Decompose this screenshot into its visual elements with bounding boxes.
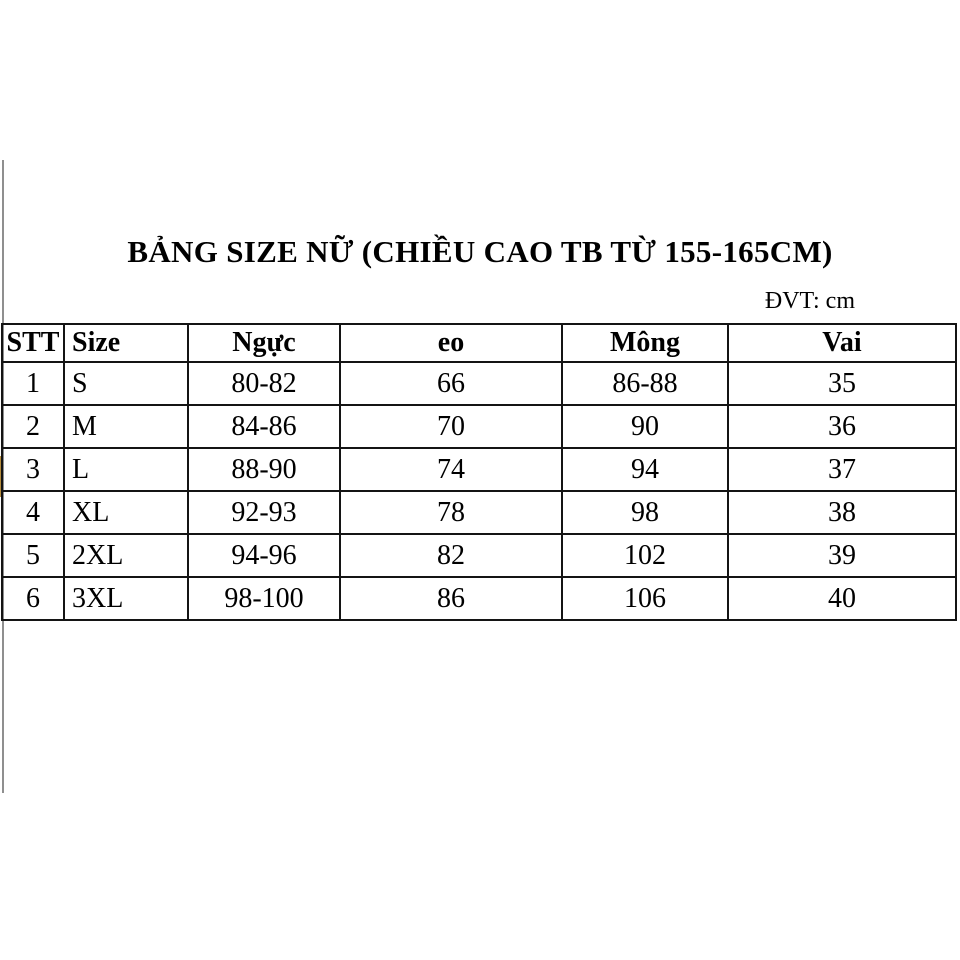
unit-label: ĐVT: cm xyxy=(764,288,855,314)
column-header-stt: STT xyxy=(2,324,64,362)
table-cell: 1 xyxy=(2,362,64,405)
table-cell: 3 xyxy=(2,448,64,491)
table-cell: 102 xyxy=(562,534,728,577)
table-cell: 35 xyxy=(728,362,956,405)
table-cell: 39 xyxy=(728,534,956,577)
table-row xyxy=(2,491,956,534)
column-header-vai: Vai xyxy=(728,324,956,362)
table-cell: 37 xyxy=(728,448,956,491)
table-cell: 2 xyxy=(2,405,64,448)
table-cell: 98-100 xyxy=(188,577,340,620)
table-cell: XL xyxy=(64,491,188,534)
page-title: BẢNG SIZE NỮ (CHIỀU CAO TB TỪ 155-165CM) xyxy=(127,234,833,269)
table-cell: 78 xyxy=(340,491,562,534)
table-header-row xyxy=(2,324,956,362)
table-cell: 74 xyxy=(340,448,562,491)
table-row xyxy=(2,362,956,405)
table-cell: 2XL xyxy=(64,534,188,577)
table-row xyxy=(2,534,956,577)
table-row xyxy=(2,577,956,620)
table-cell: 38 xyxy=(728,491,956,534)
table-cell: M xyxy=(64,405,188,448)
table-cell: 3XL xyxy=(64,577,188,620)
table-cell: 4 xyxy=(2,491,64,534)
table-cell: 66 xyxy=(340,362,562,405)
table-cell: 6 xyxy=(2,577,64,620)
table-cell: 106 xyxy=(562,577,728,620)
table-cell: 86 xyxy=(340,577,562,620)
table-row xyxy=(2,405,956,448)
table-cell: 98 xyxy=(562,491,728,534)
table-cell: L xyxy=(64,448,188,491)
table-cell: 82 xyxy=(340,534,562,577)
table-cell: 40 xyxy=(728,577,956,620)
column-header-size: Size xyxy=(64,324,188,362)
table-cell: 90 xyxy=(562,405,728,448)
table-body xyxy=(2,362,956,620)
table-cell: 86-88 xyxy=(562,362,728,405)
column-header-nguc: Ngực xyxy=(188,324,340,362)
table-cell: 70 xyxy=(340,405,562,448)
table-cell: 92-93 xyxy=(188,491,340,534)
table-row xyxy=(2,448,956,491)
size-table xyxy=(1,323,957,621)
table-cell: 88-90 xyxy=(188,448,340,491)
table-cell: 5 xyxy=(2,534,64,577)
table-cell: 94 xyxy=(562,448,728,491)
table-cell: S xyxy=(64,362,188,405)
table-cell: 84-86 xyxy=(188,405,340,448)
column-header-eo: eo xyxy=(340,324,562,362)
table-cell: 36 xyxy=(728,405,956,448)
column-header-mong: Mông xyxy=(562,324,728,362)
table-cell: 94-96 xyxy=(188,534,340,577)
table-cell: 80-82 xyxy=(188,362,340,405)
